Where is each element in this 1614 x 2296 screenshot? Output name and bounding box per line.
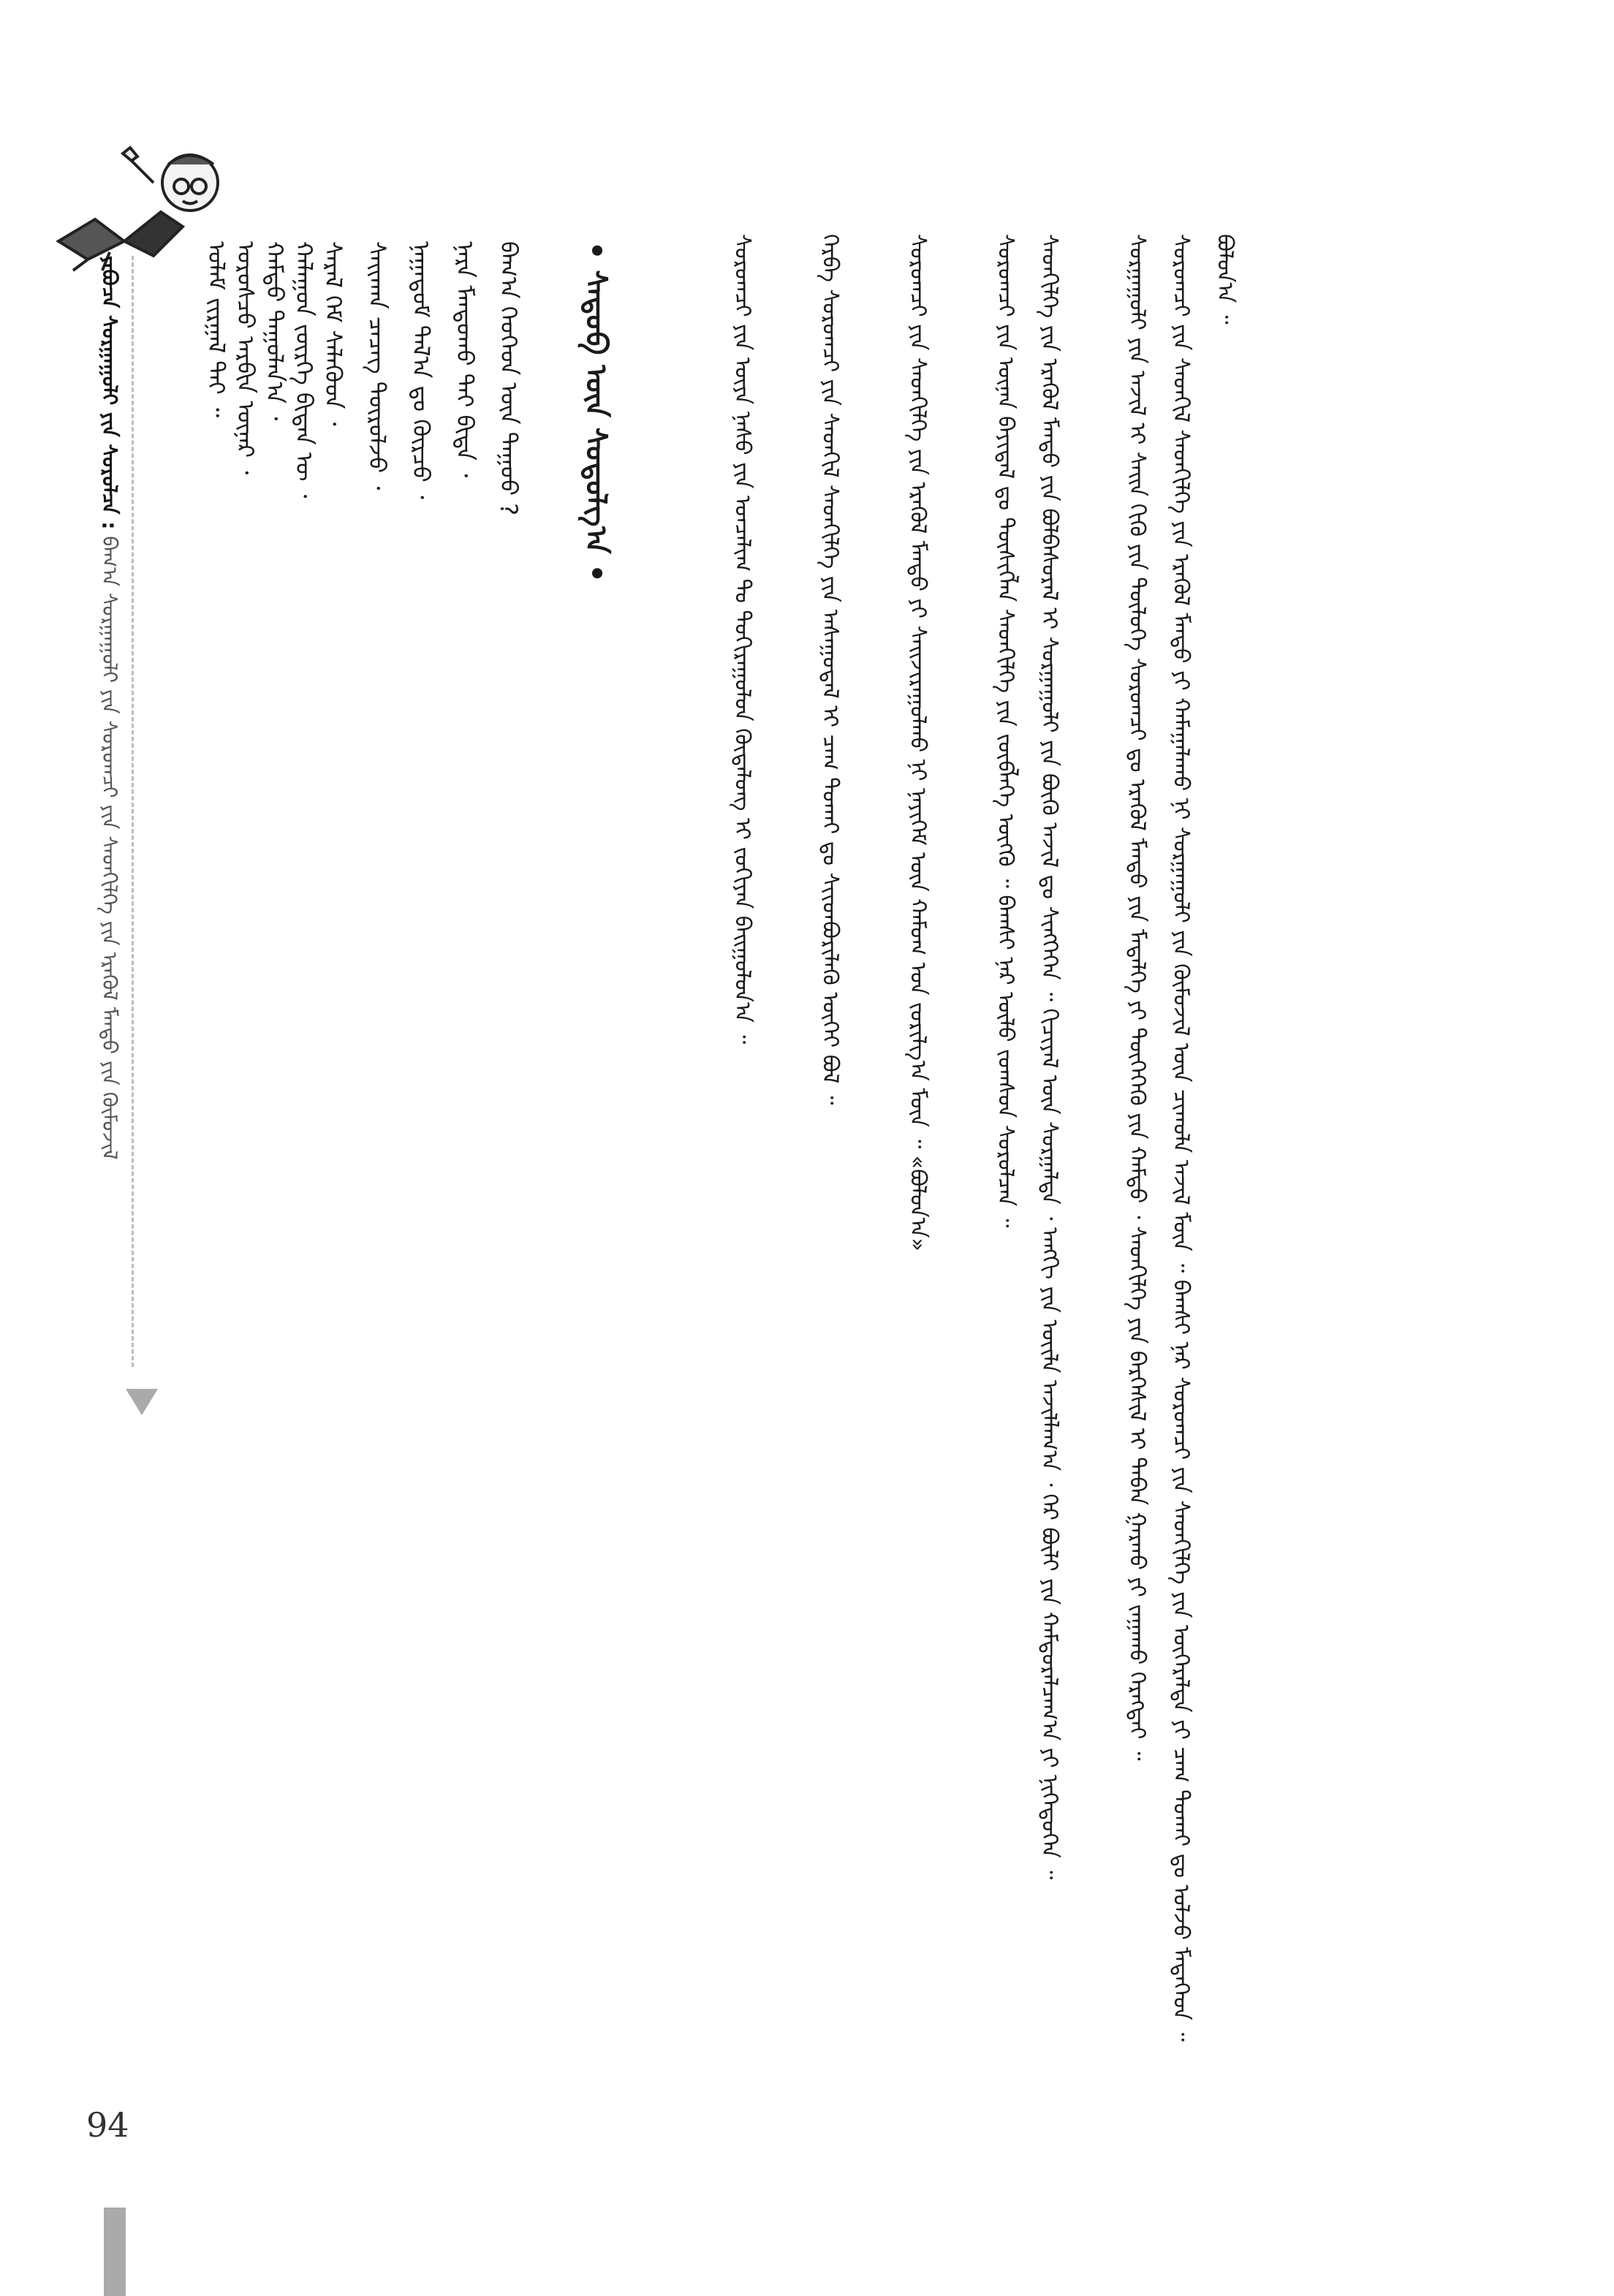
body-paragraph: ᠰᠡᠳᠬᠢᠯᠭᠡ ᠶᠢᠨ ᠡᠷᠡᠭᠦᠯ ᠮᠡᠨᠳᠦ ᠶᠢᠨ ᠪᠣᠯᠪᠠᠰᠤᠷᠠᠯ ᠢ ᠰᠤᠷᠭᠠᠭᠤᠯᠢ ᠶᠢᠨ ᠪᠦᠬᠦ ᠠᠵᠢᠯ ᠳᠤ ᠰᠢᠩᠭᠡᠭᠡᠨ ᠃ ᠬᠢᠴᠢᠶᠡᠯ ᠦᠨ ᠰᠤᠷᠭᠠᠯᠲᠠ ᠂ ᠠᠩᠭᠢ ᠶᠢᠨ ᠦᠢᠯᠡ ᠠᠵᠢᠯᠯᠠᠭ᠎ᠠ ᠂ ᠭᠡᠷ ᠪᠦᠯᠢ ᠶᠢᠨ ᠬᠠᠮᠲᠤᠷᠠᠯᠴᠠᠭ᠎ᠠ ᠶᠢ ᠨᠢᠭᠡᠳᠦᠭᠡᠨ ᠃ xyxy=(1037,234,1062,1880)
running-header xyxy=(88,256,132,1352)
poem-line: ᠤᠯᠠᠮ ᠵᠢᠷᠭᠠᠯ ᠲᠠᠢ ᠃ xyxy=(202,241,230,418)
page-number: 94 xyxy=(86,2105,129,2145)
body-paragraph: ᠬᠡᠷᠪᠡ ᠰᠤᠷᠤᠭᠴᠢ ᠶᠢᠨ ᠰᠡᠳᠬᠢᠯ ᠰᠡᠳᠬᠢᠯᠭᠡ ᠶᠢᠨ ᠠᠰᠠᠭᠤᠳᠠᠯ ᠢ ᠴᠠᠭ ᠲᠤᠬᠠᠢ ᠳᠤ ᠰᠢᠢᠳᠪᠦᠷᠢᠯᠡᠬᠦ ᠦᠭᠡᠢ ᠪᠣᠯ ᠃ xyxy=(817,234,843,1105)
poem-line: ᠨᠠᠷᠠ ᠮᠠᠨᠳᠤᠬᠤ ᠲᠠᠢ ᠪᠢᠳᠡ ᠂ xyxy=(451,241,479,478)
header-label: ᠶᠠᠪᠤᠴᠠ ᠰᠤᠷᠭᠠᠭᠤᠯᠢ ᠶᠢᠨ ᠰᠤᠷᠤᠯᠴᠠ : xyxy=(97,256,122,530)
poem-line: ᠬᠠᠯᠠᠭᠤᠨ ᠵᠦᠷᠬᠡ ᠪᠢᠳᠡᠨ ᠦ ᠂ xyxy=(290,241,318,499)
body-paragraph: ᠪᠣᠯᠤᠨ᠎ᠠ ᠃ xyxy=(1212,234,1238,325)
page-edge-tab xyxy=(104,2208,126,2296)
poem-line: ᠰᠠᠷᠠᠯ ᠬᠡᠮ ᠰᠡᠯᠡᠭᠦᠦᠨ ᠂ xyxy=(319,241,347,426)
header-title: ᠪᠠᠭ᠎ᠠ ᠰᠤᠷᠭᠠᠭᠤᠯᠢ ᠶᠢᠨ ᠰᠤᠷᠤᠭᠴᠢ ᠶᠢᠨ ᠰᠡᠳᠬᠢᠯᠭᠡ ᠶᠢᠨ ᠡᠷᠡᠭᠦᠯ ᠮᠡᠨᠳᠦ ᠶᠢᠨ ᠬᠦᠮᠦᠵᠢᠯ xyxy=(97,536,122,1160)
body-paragraph: ᠰᠤᠷᠭᠠᠭᠤᠯᠢ ᠶᠢᠨ ᠠᠵᠢᠯ ᠢ ᠰᠠᠢᠨ ᠬᠢᠬᠦ ᠶᠢᠨ ᠲᠥᠯᠥᠭᠡ ᠰᠤᠷᠤᠭᠴᠢ ᠳᠤ ᠡᠷᠡᠭᠦᠯ ᠮᠡᠨᠳᠦ ᠶᠢᠨ ᠮᠡᠳᠡᠯᠭᠡ ᠶᠢ ᠲᠦᠭᠡᠭᠡᠬᠦ ᠶᠢᠨ ᠬᠠᠮᠲᠤ ᠂ ᠰᠡᠳᠬᠢᠯᠭᠡ ᠶᠢᠨ ᠪᠡᠷᠬᠡᠰᠢᠯ ᠢ ᠳᠠᠪᠠᠨ ᠭᠠᠷᠬᠤ ᠶᠢ ᠵᠠᠭᠠᠬᠤ ᠬᠡᠷᠡᠭᠲᠡᠢ ᠃ xyxy=(1124,234,1150,1761)
body-paragraph: ᠰᠤᠷᠤᠭᠴᠢ ᠶᠢᠨ ᠦᠨᠡᠨ ᠪᠠᠶᠢᠳᠠᠯ ᠳᠤ ᠲᠦᠰᠢᠭᠯᠡᠨ ᠰᠡᠳᠬᠢᠯᠭᠡ ᠶᠢᠨ ᠵᠥᠪᠯᠡᠭᠡ ᠥᠭᠬᠦ ᠃ ᠪᠠᠭᠰᠢ ᠨᠠᠷ ᠦᠯᠦ ᠵᠣᠭᠰᠣᠨ ᠰᠤᠷᠤᠯᠴᠠᠨ ᠃ xyxy=(993,234,1018,1228)
body-paragraph: ᠰᠤᠷᠤᠭᠴᠢ ᠶᠢᠨ ᠰᠡᠳᠬᠢᠯᠭᠡ ᠶᠢᠨ ᠡᠷᠡᠭᠦᠯ ᠮᠡᠨᠳᠦ ᠶᠢ ᠰᠠᠢᠵᠢᠷᠠᠭᠤᠯᠬᠤ ᠨᠢ ᠨᠡᠶᠢᠭᠡᠮ ᠦᠨ ᠬᠠᠮᠤᠭ ᠤᠨ ᠵᠣᠷᠢᠯᠭ᠎ᠠ ᠮᠥᠨ ᠃ «ᠪᠣᠯᠤᠨ᠎ᠠ» xyxy=(905,234,931,1251)
section-heading: • ᠰᠡᠳᠦᠪ ᠦᠨ ᠰᠤᠳᠤᠯᠭ᠎ᠠ • xyxy=(579,241,613,583)
poem-line: ᠤᠷᠤᠰᠴᠤ ᠠᠷᠪᠢᠨ ᠦᠨᠡᠷ ᠂ xyxy=(232,241,259,475)
header-arrow-icon xyxy=(126,1389,158,1415)
body-paragraph: ᠰᠤᠷᠤᠭᠴᠢ ᠶᠢᠨ ᠰᠡᠳᠬᠢᠯ ᠰᠡᠳᠬᠢᠯᠭᠡ ᠶᠢᠨ ᠡᠷᠡᠭᠦᠯ ᠮᠡᠨᠳᠦ ᠶᠢ ᠬᠠᠮᠠᠭᠠᠯᠠᠬᠤ ᠨᠢ ᠰᠤᠷᠭᠠᠭᠤᠯᠢ ᠶᠢᠨ ᠬᠦᠮᠦᠵᠢᠯ ᠦᠨ ᠴᠢᠬᠤᠯᠠ ᠠᠵᠢᠯ ᠮᠥᠨ ᠃ ᠪᠠᠭᠰᠢ ᠨᠠᠷ ᠰᠤᠷᠤᠭᠴᠢ ᠶᠢᠨ ᠰᠡᠳᠬᠢᠯᠭᠡ ᠶᠢᠨ ᠥᠭᠡᠷᠡᠯᠲᠡ ᠶᠢ ᠴᠠᠭ ᠲᠤᠬᠠᠢ ᠳᠤ ᠣᠯᠵᠤ ᠮᠡᠳᠡᠭᠡᠳ ᠃ xyxy=(1168,234,1194,2042)
header-dashed-rule xyxy=(132,256,134,1367)
poem-line: ᠨᠠᠭᠠᠳᠤᠮ ᠲᠠᠯ᠎ᠠ ᠳᠤ ᠬᠦᠷᠴᠦ ᠂ xyxy=(407,241,435,499)
poem-title: ᠪᠠᠭ᠎ᠠ ᠬᠡᠦᠬᠡᠳ ᠦᠨ ᠳᠠᠭᠤᠤ ? xyxy=(495,241,523,516)
poem-line: ᠰᠠᠢᠬᠠᠨ ᠴᠡᠴᠡᠭ ᠲᠦᠷᠦᠯᠵᠦ ᠂ xyxy=(363,241,391,490)
poem-line: ᠬᠠᠮᠲᠤ ᠳᠠᠭᠤᠯᠠᠨ᠎ᠠ ᠂ xyxy=(261,241,289,421)
body-paragraph: ᠰᠤᠷᠤᠭᠴᠢ ᠶᠢᠨ ᠦᠶᠡ ᠨᠠᠰᠤ ᠶᠢᠨ ᠣᠨᠴᠠᠯᠢᠭ ᠲᠤ ᠲᠣᠬᠢᠷᠠᠭᠤᠯᠤᠨ ᠬᠥᠳᠡᠯᠦᠩ ᠢ ᠵᠣᠬᠢᠶᠠᠨ ᠪᠠᠢᠭᠤᠯᠤᠨ᠎ᠠ ᠃ xyxy=(730,234,755,1045)
